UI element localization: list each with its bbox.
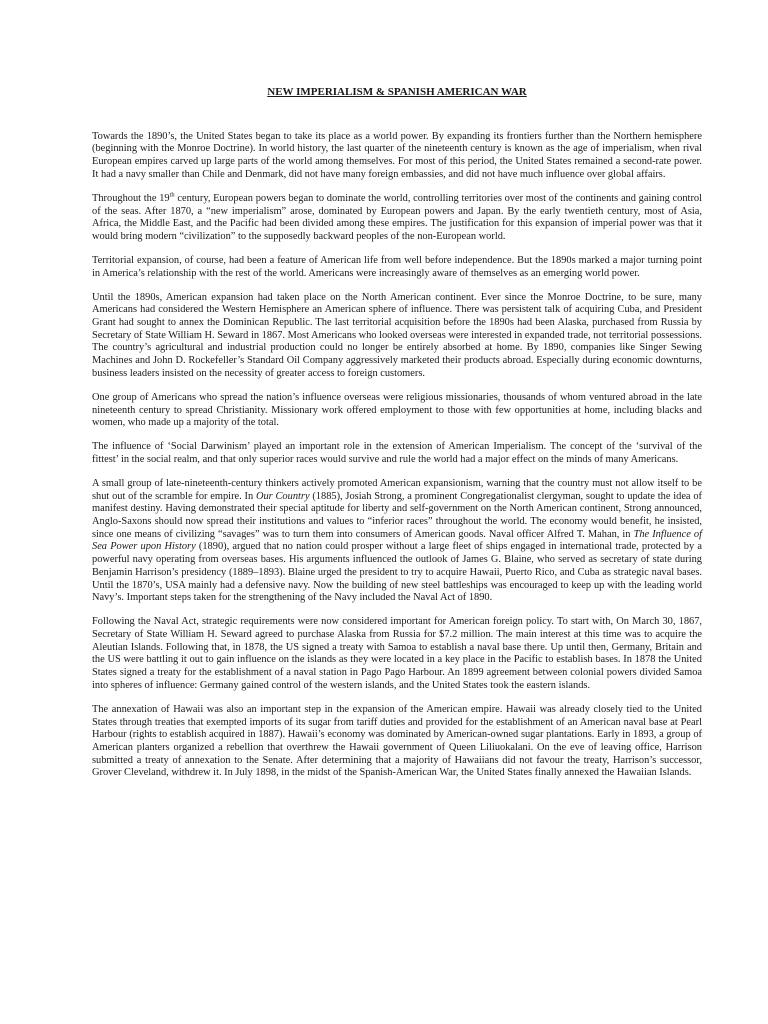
- ordinal-superscript: th: [169, 191, 175, 199]
- paragraph-7-text-b: (1885), Josiah Strong, a prominent Congregationalist clergyman, sought to update the idea of manifest destiny. Having demonstrated their special aptitude for liberty and self-government on the North American continent, Strong announced, Anglo-Saxons should now spread their institutions and values to “inferior races” throughout the world. The economy would benefit, he insisted, since one means of civilizing “savages” was to turn them into consumers of American goods. Naval officer Alfred T. Mahan, in: [92, 490, 702, 540]
- paragraph-2: [92, 193, 702, 244]
- paragraph-6: The influence of ‘Social Darwinism’ played an important role in the extension of American Imperialism. The concept of the ‘survival of the fittest’ in the social realm, and that only superior races would survive and rule the world had a major effect on the minds of many Americans.: [92, 441, 702, 465]
- paragraph-1: Towards the 1890’s, the United States began to take its place as a world power. By expanding its frontiers further than the Northern hemisphere (beginning with the Monroe Doctrine). In world history, the last quarter of the nineteenth century is known as the age of imperialism, when rival European empires carved up large parts of the world among themselves. For most of this period, the United States remained a second-rate power. It had a navy smaller than Chile and Denmark, did not have many foreign embassies, and did not have much influence over global affairs.: [92, 130, 702, 180]
- paragraph-2-text-a: Throughout the 19: [92, 192, 170, 204]
- paragraph-4: Until the 1890s, American expansion had taken place on the North American continent. Ever since the Monroe Doctrine, to be sure, many Americans had considered the Western Hemisphere an American sphere of influence. There was persistent talk of acquiring Cuba, and President Grant had sought to annex the Dominican Republic. The last territorial acquisition before the 1890s had been Alaska, purchased from Russia by Secretary of State William H. Seward in 1867. Most Americans who looked overseas were interested in expanded trade, not territorial possessions. The country’s agricultural and industrial production could no longer be entirely absorbed at home. By 1890, companies like Singer Sewing Machines and John D. Rockefeller’s Standard Oil Company aggressively marketed their products abroad. Especially during economic downturns, business leaders insisted on the necessity of greater access to foreign customers.: [92, 291, 702, 379]
- paragraph-9: The annexation of Hawaii was also an important step in the expansion of the American empire. Hawaii was already closely tied to the United States through treaties that exempted imports of its sugar from tariff duties and provided for the establishment of an American naval base at Pearl Harbour (rights to establish acquired in 1887). Hawaii’s economy was dominated by American-owned sugar plantations. Early in 1893, a group of American planters organized a rebellion that overthrew the Hawaii government of Queen Liliuokalani. On the eve of leaving office, Harrison submitted a treaty of annexation to the Senate. After determining that a majority of Hawaiians did not favour the treaty, Harrison’s successor, Grover Cleveland, withdrew it. In July 1898, in the midst of the Spanish-American War, the United States finally annexed the Hawaiian Islands.: [92, 703, 702, 779]
- paragraph-5: One group of Americans who spread the nation’s influence overseas were religious missionaries, thousands of whom ventured abroad in the late nineteenth century to spread Christianity. Missionary work offered employment to those with few opportunities at home, including blacks and women, who made up a majority of the total.: [92, 391, 702, 429]
- paragraph-7: [92, 478, 702, 605]
- book-title-sea-power: The Influence of Sea Power upon History: [92, 528, 702, 553]
- book-title-our-country: Our Country: [255, 490, 310, 502]
- paragraph-8: Following the Naval Act, strategic requirements were now considered important for American foreign policy. To start with, On March 30, 1867, Secretary of State William H. Seward agreed to purchase Alaska from Russia for $7.2 million. The main interest at this time was to acquire the Aleutian Islands. Following that, in 1878, the US signed a treaty with Samoa to establish a naval base there. Up until then, Germany, Britain and the US were battling it out to gain influence on the islands as they were located in a key place in the Pacific to establish bases. In 1878 the United States signed a treaty for the establishment of a naval station in Pago Pago Harbour. An 1899 agreement between colonial powers divided Samoa into spheres of influence: Germany gained control of the western islands, and the United States took the eastern islands.: [92, 616, 702, 691]
- paragraph-3: Territorial expansion, of course, had been a feature of American life from well before independence. But the 1890s marked a major turning point in America’s relationship with the rest of the world. Americans were increasingly aware of themselves as an emerging world power.: [92, 254, 702, 279]
- paragraph-7-text-a: A small group of late-nineteenth-century thinkers actively promoted American expansionism, warning that the country must not allow itself to be shut out of the scramble for empire. In: [92, 477, 702, 502]
- document-title: NEW IMPERIALISM & SPANISH AMERICAN WAR: [267, 86, 527, 98]
- paragraph-7-text-c: (1890), argued that no nation could prosper without a large fleet of ships engaged in international trade, protected by a powerful navy operating from overseas bases. His arguments influenced the outlook of James G. Blaine, who served as secretary of state during Benjamin Harrison’s presidency (1889–1893). Blaine urged the president to try to acquire Hawaii, Puerto Rico, and Cuba as strategic naval bases. Until the 1870’s, USA mainly had a defensive navy. Now the building of new steel battleships was encouraged to keep up with the leading world Navy’s. Important steps taken for the strengthening of the Navy included the Naval Act of 1890.: [92, 541, 702, 604]
- paragraph-2-text-b: century, European powers began to dominate the world, controlling territories over most of the continents and gaining control of the seas. After 1870, a “new imperialism” arose, dominated by European powers and Japan. By the early twentieth century, most of Asia, Africa, the Middle East, and the Pacific had been divided among these empires. The justification for this expansion of imperial power was that it would bring modern “civilization” to the supposedly backward peoples of the non-European world.: [92, 192, 702, 242]
- document-page: [92, 86, 702, 791]
